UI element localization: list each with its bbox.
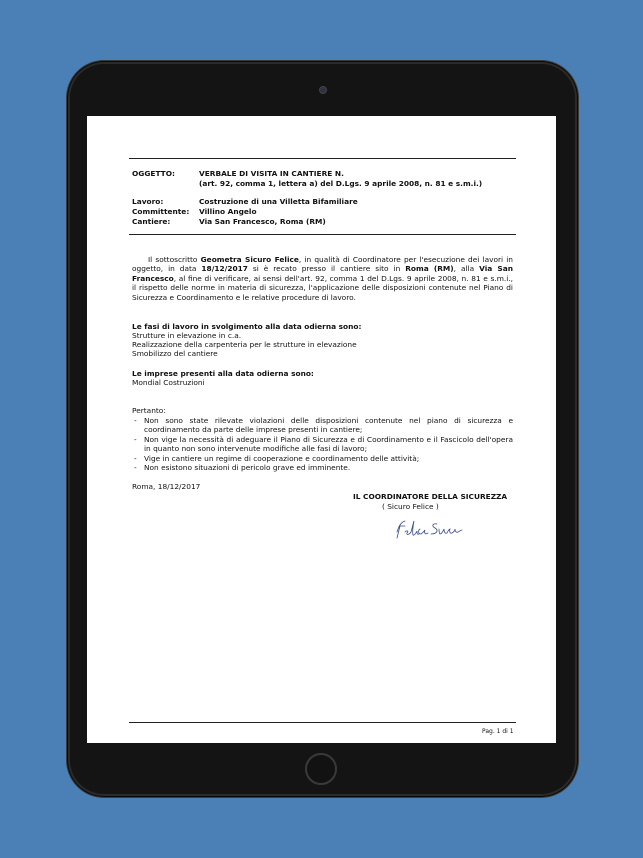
committente-row xyxy=(132,207,257,216)
cantiere-row xyxy=(132,217,326,226)
intro-text: , al fine di verificare, ai sensi dell'art. 92, comma 1 del D.Lgs. 9 aprile 2008, n. 81 e s.m.i., il rispetto delle norme in materia di sicurezza, l'applicazione delle disposizioni contenute nel Piano di Sicurezza e Coordinamento e le relative procedure di lavoro. xyxy=(132,273,513,302)
handwritten-signature xyxy=(393,516,465,542)
fase-item: Realizzazione della carpenteria per le strutture in elevazione xyxy=(132,340,357,349)
visit-street: Via San Francesco xyxy=(132,264,513,283)
header-bottom-rule xyxy=(129,234,516,235)
header-top-rule xyxy=(129,158,516,159)
bullet-dash: - xyxy=(134,463,137,473)
bullet-dash: - xyxy=(134,416,137,425)
place-date: Roma, 18/12/2017 xyxy=(132,482,201,491)
oggetto-row xyxy=(132,169,344,178)
conclusion-text: Non vige la necessità di adeguare il Piano di Sicurezza e di Coordinamento e il Fascicolo dell'opera in quanto non sono intervenute modifiche alle fasi di lavoro; xyxy=(144,434,513,454)
bullet-dash: - xyxy=(134,453,137,463)
camera-icon xyxy=(319,86,327,94)
list-item xyxy=(132,454,513,463)
cantiere-value: Via San Francesco, Roma (RM) xyxy=(199,217,326,226)
intro-text: Il sottoscritto xyxy=(148,255,201,264)
list-item xyxy=(132,416,513,435)
home-button[interactable] xyxy=(305,753,337,785)
committente-value: Villino Angelo xyxy=(199,207,257,216)
impresa-item: Mondial Costruzioni xyxy=(132,378,205,387)
bullet-dash: - xyxy=(134,434,137,444)
document-page xyxy=(87,116,556,743)
intro-paragraph xyxy=(132,255,513,302)
intro-text: , in qualità di Coordinatore per l'esecuzione dei lavori in oggetto, in data xyxy=(132,255,513,274)
conclusions-list xyxy=(132,416,513,472)
pertanto-label: Pertanto: xyxy=(132,406,166,415)
intro-text: , alla xyxy=(453,264,480,274)
list-item xyxy=(132,463,513,472)
conclusion-text: Vige in cantiere un regime di cooperazione e coordinamento delle attività; xyxy=(144,453,420,463)
list-item xyxy=(132,435,513,454)
oggetto-label: OGGETTO: xyxy=(132,169,175,178)
lavoro-value: Costruzione di una Villetta Bifamiliare xyxy=(199,197,358,206)
coordinator-name: ( Sicuro Felice ) xyxy=(382,502,439,511)
footer-rule xyxy=(129,722,516,723)
intro-text: si è recato presso il cantiere sito in xyxy=(247,264,406,274)
fase-item: Smobilizzo del cantiere xyxy=(132,349,218,358)
lavoro-row xyxy=(132,197,358,206)
screen xyxy=(87,116,556,743)
visit-date: 18/12/2017 xyxy=(201,264,248,274)
oggetto-title: VERBALE DI VISITA IN CANTIERE N. xyxy=(199,169,344,178)
cantiere-label: Cantiere: xyxy=(132,217,171,226)
lavoro-label: Lavoro: xyxy=(132,197,164,206)
imprese-heading: Le imprese presenti alla data odierna sono: xyxy=(132,369,314,378)
conclusion-text: Non sono state rilevate violazioni delle disposizioni contenute nel piano di sicurezza e coordinamento da parte delle imprese presenti in cantiere; xyxy=(144,416,513,435)
visit-city: Roma (RM) xyxy=(405,264,454,274)
fasi-heading: Le fasi di lavoro in svolgimento alla data odierna sono: xyxy=(132,322,362,331)
conclusion-text: Non esistono situazioni di pericolo grave ed imminente. xyxy=(144,463,351,473)
coordinator-bold-name: Geometra Sicuro Felice xyxy=(200,255,299,264)
page-number: Pag. 1 di 1 xyxy=(482,728,514,735)
oggetto-subtitle: (art. 92, comma 1, lettera a) del D.Lgs. 9 aprile 2008, n. 81 e s.m.i.) xyxy=(199,179,483,188)
fase-item: Strutture in elevazione in c.a. xyxy=(132,331,242,340)
committente-label: Committente: xyxy=(132,207,190,216)
coordinator-title: IL COORDINATORE DELLA SICUREZZA xyxy=(353,492,508,501)
